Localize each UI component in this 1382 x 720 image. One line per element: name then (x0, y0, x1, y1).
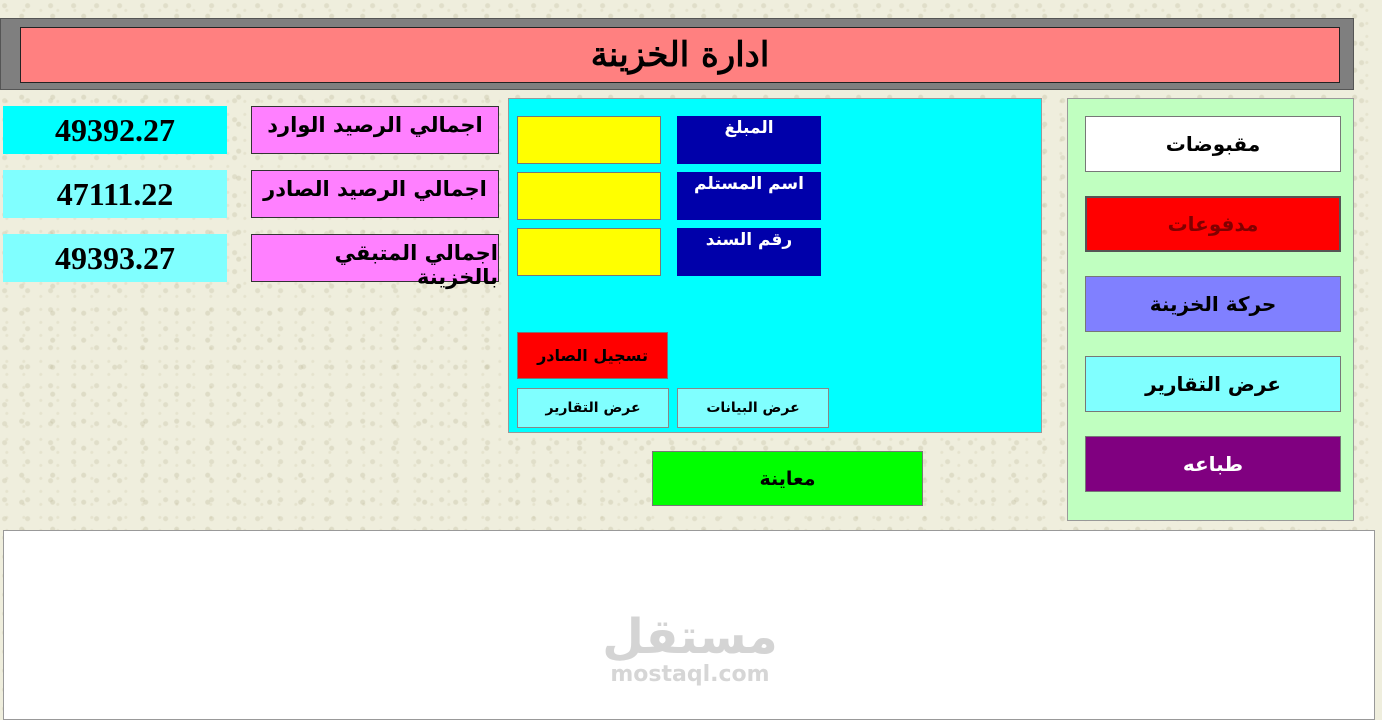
amount-label: المبلغ (677, 116, 821, 164)
voucher-number-input[interactable] (517, 228, 661, 276)
recipient-input[interactable] (517, 172, 661, 220)
sidebar-item-reports[interactable]: عرض التقارير (1085, 356, 1341, 412)
amount-input[interactable] (517, 116, 661, 164)
incoming-balance-value: 49392.27 (3, 106, 227, 154)
sidebar-item-payments[interactable]: مدفوعات (1085, 196, 1341, 252)
watermark-arabic: مستقل (602, 609, 778, 665)
sidebar-item-receipts[interactable]: مقبوضات (1085, 116, 1341, 172)
sidebar-item-print[interactable]: طباعه (1085, 436, 1341, 492)
remaining-balance-value: 49393.27 (3, 234, 227, 282)
outgoing-balance-value: 47111.22 (3, 170, 227, 218)
preview-button[interactable]: معاينة (652, 451, 923, 506)
record-outgoing-button[interactable]: تسجيل الصادر (517, 332, 668, 379)
show-data-button[interactable]: عرض البيانات (677, 388, 829, 428)
page-title: ادارة الخزينة (20, 27, 1340, 83)
recipient-label: اسم المستلم (677, 172, 821, 220)
watermark-latin: mostaql.com (610, 662, 770, 687)
remaining-balance-label: اجمالي المتبقي بالخزينة (251, 234, 499, 282)
sidebar-item-treasury-movement[interactable]: حركة الخزينة (1085, 276, 1341, 332)
incoming-balance-label: اجمالي الرصيد الوارد (251, 106, 499, 154)
voucher-number-label: رقم السند (677, 228, 821, 276)
outgoing-balance-label: اجمالي الرصيد الصادر (251, 170, 499, 218)
watermark-logo (560, 609, 820, 688)
show-reports-button[interactable]: عرض التقارير (517, 388, 669, 428)
